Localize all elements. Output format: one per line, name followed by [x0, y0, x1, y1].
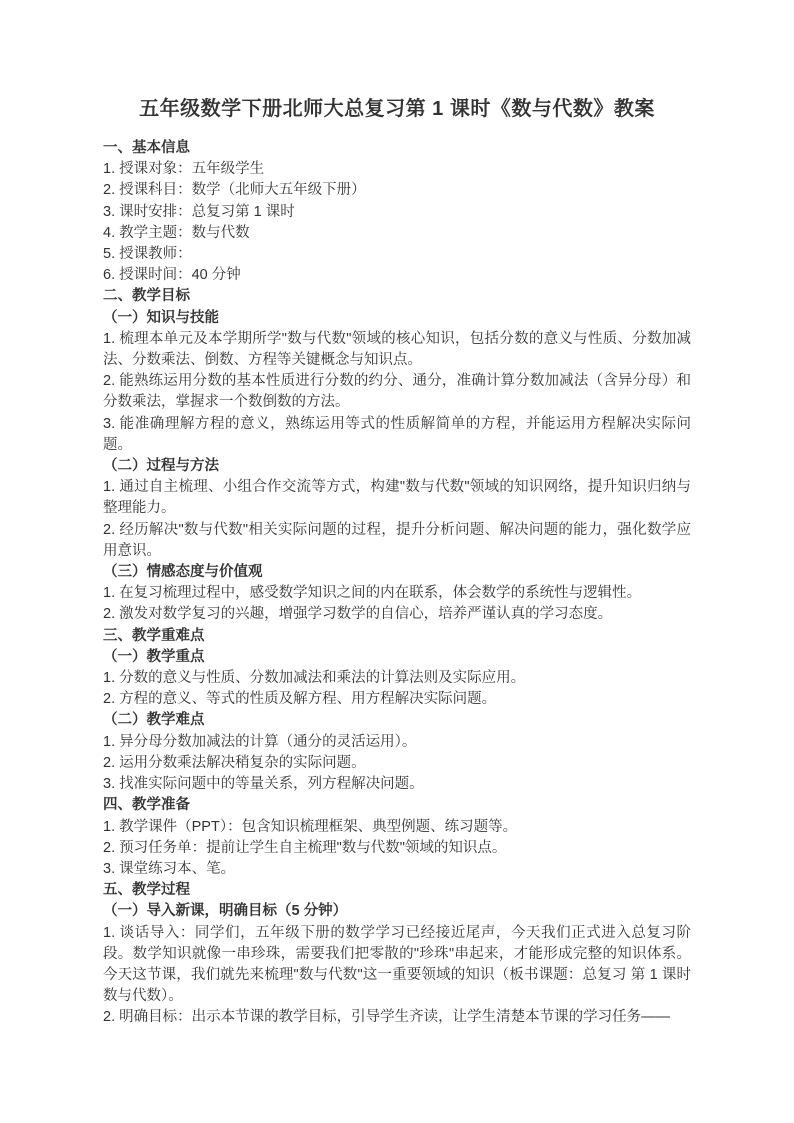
paragraph: 3. 课时安排：总复习第 1 课时	[103, 203, 295, 220]
paragraph: 3. 找准实际问题中的等量关系，列方程解决问题。	[103, 776, 424, 793]
section-heading: 二、教学目标	[103, 288, 190, 305]
paragraph: 1. 分数的意义与性质、分数加减法和乘法的计算法则及实际应用。	[103, 670, 526, 687]
paragraph: 2. 能熟练运用分数的基本性质进行分数的约分、通分，准确计算分数加减法（含异分母）和分数乘法，掌握求一个数倒数的方法。	[103, 373, 691, 411]
paragraph: 3. 能准确理解方程的意义，熟练运用等式的性质解简单的方程，并能运用方程解决实际问题。	[103, 415, 691, 453]
paragraph: 4. 教学主题：数与代数	[103, 224, 250, 241]
paragraph: 2. 经历解决"数与代数"相关实际问题的过程，提升分析问题、解决问题的能力，强化数学应用意识。	[103, 521, 691, 559]
paragraph: 2. 方程的意义、等式的性质及解方程、用方程解决实际问题。	[103, 691, 497, 708]
section-heading: 一、基本信息	[103, 140, 190, 156]
document-body	[103, 138, 691, 1029]
section-heading: 四、教学准备	[103, 797, 190, 814]
paragraph: 2. 预习任务单：提前让学生自主梳理"数与代数"领域的知识点。	[103, 839, 507, 856]
paragraph: 2. 明确目标：出示本节课的教学目标，引导学生齐读，让学生清楚本节课的学习任务——	[103, 1009, 671, 1026]
section-heading: 五、教学过程	[103, 882, 190, 899]
paragraph: 6. 授课时间：40 分钟	[103, 267, 241, 284]
paragraph: 5. 授课教师：	[103, 246, 192, 263]
paragraph: 2. 运用分数乘法解决稍复杂的实际问题。	[103, 754, 366, 771]
paragraph: 2. 授课科目：数学（北师大五年级下册）	[103, 182, 366, 199]
subsection-heading: （一）知识与技能	[103, 309, 219, 326]
paragraph: 1. 授课对象：五年级学生	[103, 161, 265, 178]
subsection-heading: （二）过程与方法	[103, 458, 219, 475]
paragraph: 1. 教学课件（PPT）：包含知识梳理框架、典型例题、练习题等。	[103, 818, 518, 835]
paragraph: 2. 激发对数学复习的兴趣，增强学习数学的自信心，培养严谨认真的学习态度。	[103, 606, 613, 623]
paragraph: 1. 谈话导入：同学们，五年级下册的数学学习已经接近尾声，今天我们正式进入总复习阶段。数学知识就像一串珍珠，需要我们把零散的"珍珠"串起来，才能形成完整的知识体系。今天这节课，我们就先来梳理"数与代数"这一重要领域的知识（板书课题：总复习 第 1 课时 数与代数）。	[103, 924, 691, 1005]
subsection-heading: （一）教学重点	[103, 648, 205, 665]
paragraph: 3. 课堂练习本、笔。	[103, 860, 236, 877]
paragraph: 1. 梳理本单元及本学期所学"数与代数"领域的核心知识，包括分数的意义与性质、分数加减法、分数乘法、倒数、方程等关键概念与知识点。	[103, 330, 691, 369]
document-title: 五年级数学下册北师大总复习第 1 课时《数与代数》教案	[139, 98, 655, 120]
paragraph: 1. 通过自主梳理、小组合作交流等方式，构建"数与代数"领域的知识网络，提升知识归纳与整理能力。	[103, 479, 691, 517]
subsection-heading: （一）导入新课，明确目标（5 分钟）	[103, 903, 348, 920]
paragraph: 1. 异分母分数加减法的计算（通分的灵活运用）。	[103, 733, 417, 750]
subsection-heading: （三）情感态度与价值观	[103, 564, 263, 581]
paragraph: 1. 在复习梳理过程中，感受数学知识之间的内在联系，体会数学的系统性与逻辑性。	[103, 585, 642, 602]
subsection-heading: （二）教学难点	[103, 712, 205, 729]
section-heading: 三、教学重难点	[103, 627, 205, 644]
